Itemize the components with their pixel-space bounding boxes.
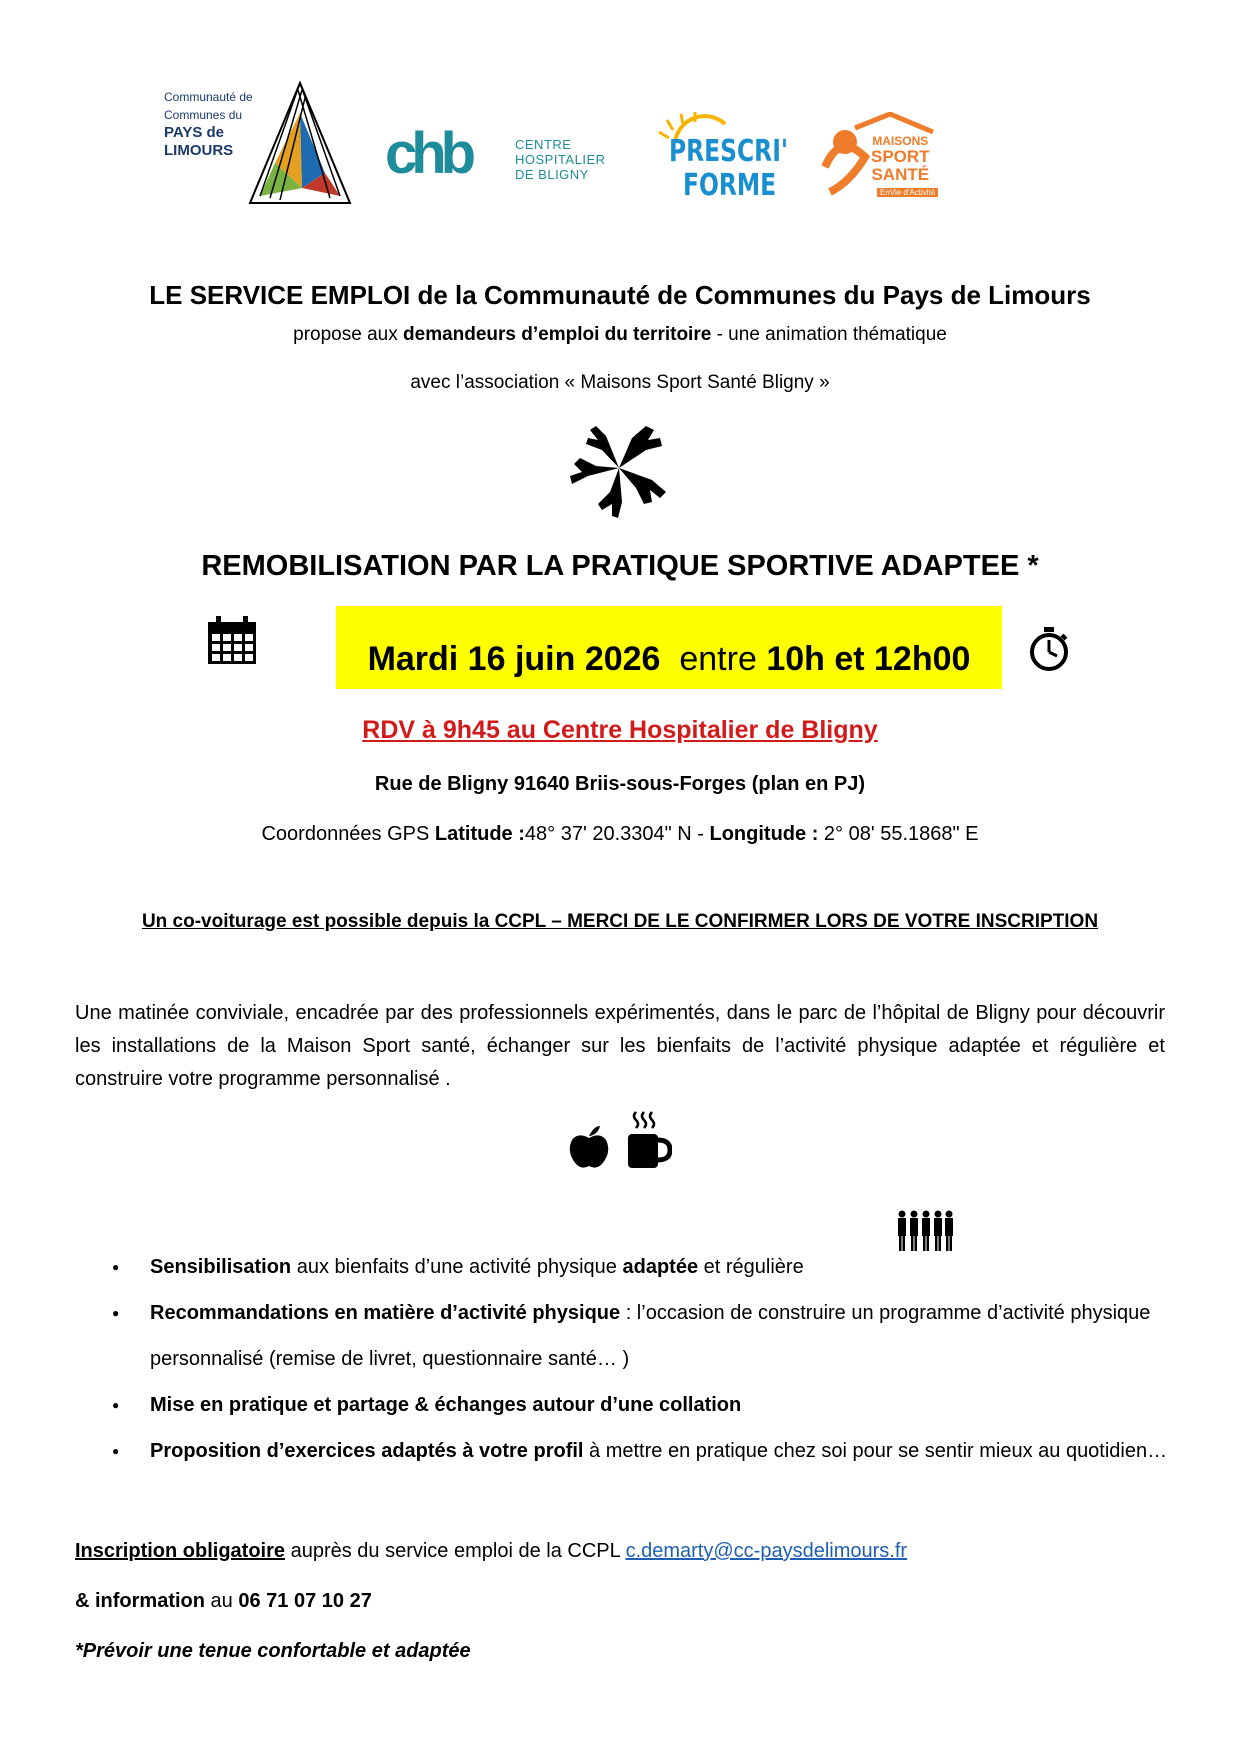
bullet-1-bold: Sensibilisation bbox=[150, 1256, 292, 1278]
event-date-day: Mardi 16 juin 2026 bbox=[367, 640, 661, 678]
bullet-2-text: : l’occasion de construire un programme d’activité physique personnalisé (remise de livret, questionnaire santé… ) bbox=[150, 1302, 1151, 1370]
footnote: *Prévoir une tenue confortable et adaptée bbox=[75, 1640, 471, 1662]
bullet-2-bold: Recommandations en matière d’activité physique bbox=[150, 1302, 621, 1324]
chb-logo-line1: CENTRE bbox=[515, 137, 572, 152]
bullet-3-bold: Mise en pratique et partage & échanges autour d’une collation bbox=[150, 1394, 742, 1416]
gps-lon-label: Longitude : bbox=[709, 823, 824, 845]
ccpl-logo-line1: Communauté de bbox=[164, 90, 253, 104]
propose-suffix: - une animation thématique bbox=[711, 324, 947, 345]
propose-prefix: propose aux bbox=[293, 324, 404, 345]
event-date-between: entre bbox=[660, 640, 767, 678]
ccpl-logo-line4: LIMOURS bbox=[164, 142, 234, 159]
msh-line3: SANTÉ bbox=[871, 165, 930, 184]
gps-lat-label: Latitude : bbox=[434, 823, 525, 845]
msh-line1: MAISONS bbox=[872, 134, 929, 148]
gps-line bbox=[0, 823, 1240, 846]
stopwatch-icon bbox=[1028, 626, 1070, 672]
ccpl-triangle-icon bbox=[240, 78, 360, 208]
gps-prefix: Coordonnées GPS bbox=[261, 823, 435, 845]
rdv-text: RDV à 9h45 au Centre Hospitalier de Bligny bbox=[362, 716, 878, 744]
address-line: Rue de Bligny 91640 Briis-sous-Forges (plan en PJ) bbox=[374, 773, 866, 795]
benefits-list bbox=[118, 1244, 1178, 1474]
chb-logo-mark: chb bbox=[385, 121, 471, 186]
gps-lon: 2° 08' 55.1868" E bbox=[823, 823, 979, 845]
ccpl-logo bbox=[160, 78, 360, 208]
ccpl-logo-line2: Communes du bbox=[164, 108, 243, 122]
propose-line bbox=[0, 324, 1240, 346]
propose-bold: demandeurs d’emploi du territoire bbox=[403, 324, 712, 345]
gps-lat: 48° 37' 20.3304" N - bbox=[524, 823, 710, 845]
coffee-cup-icon bbox=[624, 1110, 672, 1170]
email-link[interactable]: c.demarty@cc-paysdelimours.fr bbox=[625, 1540, 908, 1562]
info-label: & information bbox=[75, 1590, 205, 1612]
calendar-icon bbox=[206, 614, 258, 666]
msh-subtitle: EnVie d'Activité bbox=[877, 188, 938, 197]
list-item bbox=[118, 1244, 1178, 1290]
event-time: 10h et 12h00 bbox=[766, 640, 971, 678]
list-item bbox=[118, 1290, 1178, 1382]
hands-star-icon bbox=[566, 418, 672, 520]
phone-number: 06 71 07 10 27 bbox=[238, 1590, 372, 1612]
bullet-4-bold: Proposition d’exercices adaptés à votre profil bbox=[150, 1440, 584, 1462]
maisons-sport-sante-logo bbox=[815, 112, 955, 202]
chb-logo bbox=[385, 120, 615, 195]
list-item bbox=[118, 1382, 1178, 1428]
bullet-1-text: aux bienfaits d’une activité physique bbox=[291, 1256, 623, 1278]
bullet-4-text: à mettre en pratique chez soi pour se sentir mieux au quotidien… bbox=[583, 1440, 1168, 1462]
info-text: au bbox=[205, 1590, 239, 1612]
ccpl-logo-line3: PAYS de bbox=[164, 124, 225, 141]
prescriforme-line1: PRESCRI' bbox=[669, 134, 789, 169]
prescriforme-line2: FORME bbox=[683, 168, 777, 203]
event-date bbox=[336, 640, 1002, 679]
event-title: REMOBILISATION PAR LA PRATIQUE SPORTIVE ADAPTEE * bbox=[201, 550, 1039, 582]
chb-logo-line2: HOSPITALIER bbox=[515, 152, 606, 167]
covoiturage-text: Un co-voiturage est possible depuis la CCPL – MERCI DE LE CONFIRMER LORS DE VOTRE INSCRIPTION bbox=[141, 911, 1099, 932]
service-title: LE SERVICE EMPLOI de la Communauté de Communes du Pays de Limours bbox=[149, 280, 1091, 310]
inscription-line bbox=[75, 1540, 907, 1563]
msh-line2: SPORT bbox=[871, 147, 930, 166]
information-line bbox=[75, 1590, 372, 1613]
prescriforme-logo bbox=[645, 112, 789, 203]
association-line: avec l’association « Maisons Sport Santé Bligny » bbox=[410, 372, 830, 393]
bullet-1-bold-2: adaptée bbox=[622, 1256, 699, 1278]
inscription-text: auprès du service emploi de la CCPL bbox=[285, 1540, 626, 1562]
inscription-label: Inscription obligatoire bbox=[75, 1540, 286, 1562]
list-item bbox=[118, 1428, 1178, 1474]
chb-logo-line3: DE BLIGNY bbox=[515, 167, 589, 182]
rdv-line bbox=[0, 716, 1240, 745]
bullet-1-text-2: et régulière bbox=[698, 1256, 804, 1278]
apple-icon bbox=[568, 1124, 610, 1170]
description-paragraph: Une matinée conviviale, encadrée par des professionnels expérimentés, dans le parc de l’hôpital de Bligny pour découvrir les installations de la Maison Sport santé, échanger sur les bienfaits de l’activité physique adaptée et régulière et construire votre programme personnalisé . bbox=[75, 1002, 1165, 1090]
covoiturage-line bbox=[0, 911, 1240, 933]
